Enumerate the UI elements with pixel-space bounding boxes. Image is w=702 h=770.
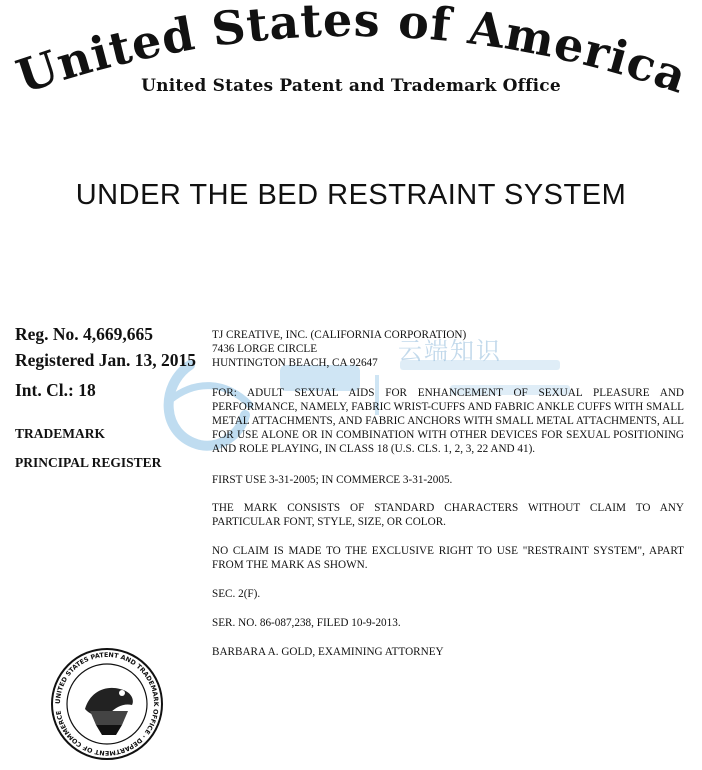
goods-description: FOR: ADULT SEXUAL AIDS FOR ENHANCEMENT OF SEXUAL PLEASURE AND PERFORMANCE, NAMELY, FABRIC WRIST-CUFFS AND FABRIC ANKLE CUFFS WITH SMALL METAL ATTACHMENTS, AND FABRIC ANCHORS WITH SMALL METAL ATTACHMENTS, ALL FOR USE ALONE OR IN COMBINATION WITH OTHER DEVICES FOR SEXUAL POSITIONING AND ROLE PLAYING, IN CLASS 18 (U.S. CLS. 1, 2, 3, 22 AND 41). xyxy=(212,387,684,455)
owner-block xyxy=(212,328,684,370)
seal-text: UNITED STATES PATENT AND TRADEMARK OFFICE · DEPARTMENT OF COMMERCE xyxy=(53,650,161,758)
international-class: Int. Cl.: 18 xyxy=(15,380,96,400)
first-use-dates: FIRST USE 3-31-2005; IN COMMERCE 3-31-2005. xyxy=(212,474,453,486)
uspto-seal-icon xyxy=(50,647,164,761)
owner-name: TJ CREATIVE, INC. (CALIFORNIA CORPORATION) xyxy=(212,329,467,341)
register-type: PRINCIPAL REGISTER xyxy=(15,455,162,470)
section-note: SEC. 2(F). xyxy=(212,588,261,600)
header-subtitle: United States Patent and Trademark Office xyxy=(141,76,561,96)
mark-description: THE MARK CONSISTS OF STANDARD CHARACTERS WITHOUT CLAIM TO ANY PARTICULAR FONT, STYLE, SIZE, OR COLOR. xyxy=(212,502,684,528)
serial-number: SER. NO. 86-087,238, FILED 10-9-2013. xyxy=(212,617,401,629)
mark-title: UNDER THE BED RESTRAINT SYSTEM xyxy=(75,179,627,211)
owner-address-line1: 7436 LORGE CIRCLE xyxy=(212,343,318,355)
header-title: United States of America xyxy=(9,0,695,104)
watermark-text: 云端知识 xyxy=(398,337,502,365)
registration-number: Reg. No. 4,669,665 xyxy=(15,324,154,344)
owner-address-line2: HUNTINGTON BEACH, CA 92647 xyxy=(212,357,378,369)
disclaimer: NO CLAIM IS MADE TO THE EXCLUSIVE RIGHT TO USE "RESTRAINT SYSTEM", APART FROM THE MARK AS SHOWN. xyxy=(212,545,684,571)
mark-type: TRADEMARK xyxy=(15,426,105,441)
registration-date: Registered Jan. 13, 2015 xyxy=(15,350,196,370)
examining-attorney: BARBARA A. GOLD, EXAMINING ATTORNEY xyxy=(212,646,444,658)
